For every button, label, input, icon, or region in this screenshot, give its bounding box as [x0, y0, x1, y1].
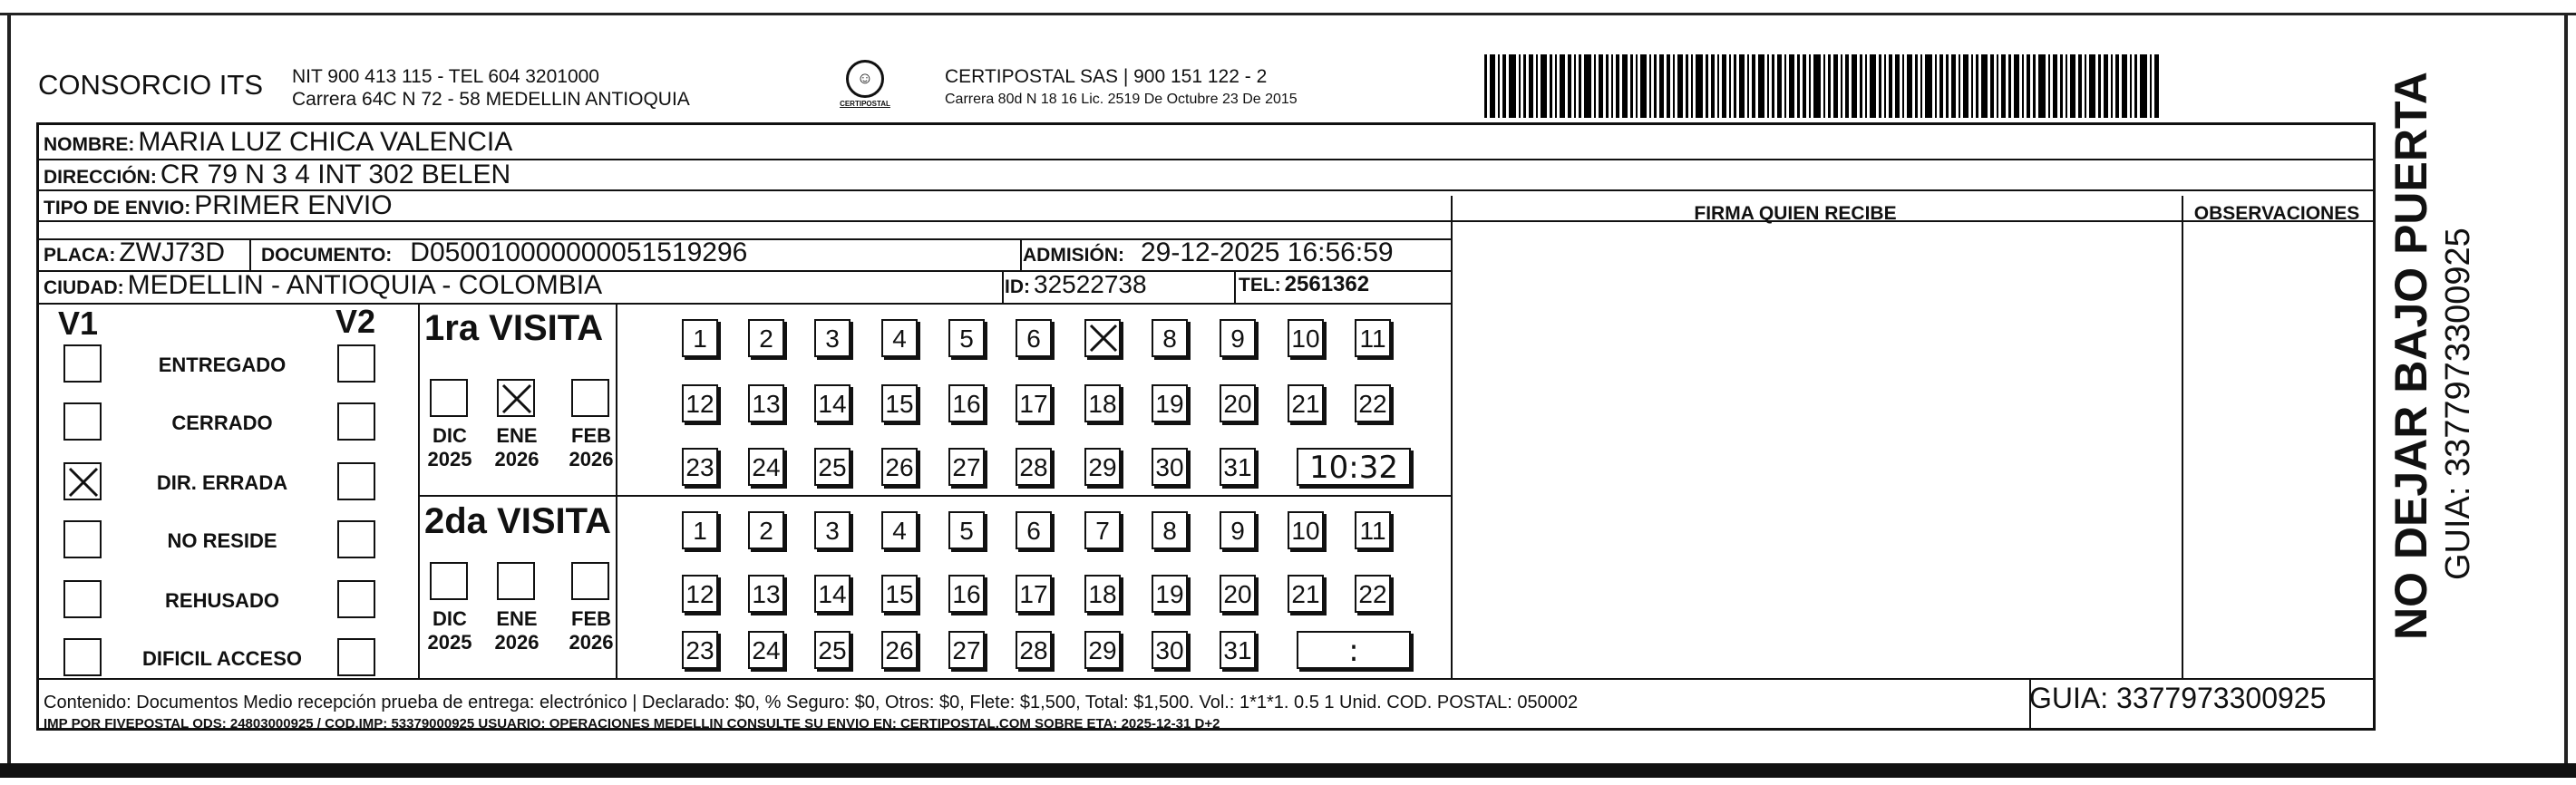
tipo-value: PRIMER ENVIO [194, 190, 393, 220]
documento-label: DOCUMENTO: [261, 245, 393, 266]
v2-checkbox[interactable] [337, 402, 375, 441]
barcode-bar [1686, 54, 1688, 118]
admision-value: 29-12-2025 16:56:59 [1141, 237, 1394, 267]
month-name: FEB [571, 607, 611, 630]
barcode-bar [1777, 54, 1782, 118]
day-box-17[interactable]: 17 [1016, 575, 1052, 613]
status-label: ENTREGADO [158, 354, 287, 376]
barcode-bar [1841, 54, 1842, 118]
barcode-bar [1519, 54, 1521, 118]
placa-label: PLACA: [44, 245, 116, 266]
day-box-18[interactable]: 18 [1084, 384, 1121, 422]
barcode-bar [1852, 54, 1857, 118]
day-box-17[interactable]: 17 [1016, 384, 1052, 422]
barcode-bar [1971, 54, 1973, 118]
day-box-21[interactable]: 21 [1288, 384, 1324, 422]
day-box-26[interactable]: 26 [881, 448, 918, 486]
month-year: 2025 [427, 448, 472, 470]
barcode-bar [2130, 54, 2132, 118]
day-box-28[interactable]: 28 [1016, 631, 1052, 669]
barcode-bar [1599, 54, 1603, 118]
barcode-bar [1734, 54, 1736, 118]
firma-header: FIRMA QUIEN RECIBE [1694, 203, 1897, 224]
month-checkbox[interactable] [430, 562, 468, 600]
day-box-7[interactable] [1084, 319, 1121, 357]
day-box-1[interactable]: 1 [682, 319, 718, 357]
v1-checkbox[interactable] [63, 344, 102, 383]
status-label: DIFICIL ACCESO [141, 647, 302, 670]
day-box-2[interactable]: 2 [748, 511, 784, 549]
day-box-1[interactable]: 1 [682, 511, 718, 549]
barcode-bar [1659, 54, 1664, 118]
barcode-bar [2154, 54, 2159, 118]
month-checkbox[interactable] [497, 562, 535, 600]
day-box-14[interactable]: 14 [814, 384, 851, 422]
barcode-bar [1529, 54, 1533, 118]
day-box-28[interactable]: 28 [1016, 448, 1052, 486]
logo-text: CERTIPOSTAL [840, 100, 890, 108]
day-box-31[interactable]: 31 [1220, 448, 1256, 486]
day-box-4[interactable]: 4 [881, 511, 918, 549]
barcode-bar [1649, 54, 1651, 118]
barcode-bar [1722, 54, 1726, 118]
barcode-bar [2111, 54, 2113, 118]
status-label: NO RESIDE [167, 529, 277, 552]
barcode-bar [2150, 54, 2152, 118]
barcode-bar [1594, 54, 1596, 118]
month-checkbox[interactable] [497, 379, 535, 417]
day-box-10[interactable]: 10 [1288, 511, 1324, 549]
carrier-address: Carrera 80d N 18 16 Lic. 2519 De Octubre 23 De 2015 [945, 92, 1298, 107]
barcode-bar [1767, 54, 1769, 118]
documento-row [261, 237, 747, 268]
barcode-bar [1654, 54, 1657, 118]
barcode-bar [1502, 54, 1506, 118]
barcode-bar [1667, 54, 1670, 118]
barcode-bar [2070, 54, 2075, 118]
barcode [1484, 54, 2205, 118]
barcode-bar [1990, 54, 1994, 118]
tipo-row [44, 190, 393, 221]
time-field[interactable]: 10:32 [1297, 448, 1411, 486]
day-box-3[interactable]: 3 [814, 319, 851, 357]
visit1-title: 1ra VISITA [424, 308, 604, 348]
barcode-bar [1828, 54, 1831, 118]
day-box-11[interactable]: 11 [1355, 511, 1391, 549]
barcode-bar [2098, 54, 2101, 118]
id-label: ID: [1005, 276, 1030, 297]
month-label [564, 607, 618, 654]
company-info [292, 65, 690, 111]
barcode-bar [1959, 54, 1960, 118]
barcode-bar [1541, 54, 1547, 118]
barcode-bar [1920, 54, 1922, 118]
barcode-bar [1772, 54, 1774, 118]
barcode-bar [1758, 54, 1764, 118]
month-checkbox[interactable] [571, 379, 609, 417]
day-box-6[interactable]: 6 [1016, 319, 1052, 357]
day-box-11[interactable]: 11 [1355, 319, 1391, 357]
visit2-title: 2da VISITA [424, 501, 611, 541]
guia-number: GUIA: 3377973300925 [2029, 682, 2327, 714]
barcode-bar [2060, 54, 2063, 118]
nit-line: NIT 900 413 115 - TEL 604 3201000 [292, 66, 599, 87]
barcode-bar [1711, 54, 1715, 118]
barcode-bar [1981, 54, 1988, 118]
barcode-bar [2027, 54, 2030, 118]
barcode-bar [1833, 54, 1838, 118]
day-box-10[interactable]: 10 [1288, 319, 1324, 357]
month-label [423, 607, 477, 654]
tipo-label: TIPO DE ENVIO: [44, 198, 191, 218]
day-box-16[interactable]: 16 [948, 384, 985, 422]
barcode-bar [1797, 54, 1800, 118]
barcode-bar [1946, 54, 1949, 118]
barcode-bar [1490, 54, 1495, 118]
carrier-line: CERTIPOSTAL SAS | 900 151 122 - 2 [945, 66, 1268, 87]
left-edge [7, 15, 11, 767]
day-box-18[interactable]: 18 [1084, 575, 1121, 613]
barcode-bar [1739, 54, 1745, 118]
barcode-bar [1706, 54, 1708, 118]
barcode-bar [1717, 54, 1719, 118]
day-box-4[interactable]: 4 [881, 319, 918, 357]
day-box-13[interactable]: 13 [748, 575, 784, 613]
day-box-15[interactable]: 15 [881, 384, 918, 422]
day-box-24[interactable]: 24 [748, 631, 784, 669]
placa-row [44, 237, 225, 268]
barcode-bar [1484, 54, 1487, 118]
id-value: 32522738 [1034, 270, 1147, 298]
barcode-bar [1889, 54, 1892, 118]
barcode-bar [1845, 54, 1849, 118]
barcode-bar [1752, 54, 1755, 118]
day-box-12[interactable]: 12 [682, 384, 718, 422]
barcode-bar [1560, 54, 1565, 118]
barcode-bar [1555, 54, 1557, 118]
barcode-bar [1963, 54, 1968, 118]
barcode-bar [1729, 54, 1731, 118]
barcode-bar [1550, 54, 1552, 118]
barcode-bar [1691, 54, 1693, 118]
barcode-bar [1895, 54, 1900, 118]
v2-header: V2 [335, 303, 376, 340]
tel-row [1239, 272, 1369, 297]
tel-label: TEL: [1239, 275, 1281, 296]
barcode-bar [2022, 54, 2024, 118]
company-address: Carrera 64C N 72 - 58 MEDELLIN ANTIOQUIA [292, 89, 690, 110]
top-border [0, 0, 2576, 15]
barcode-bar [1611, 54, 1613, 118]
barcode-bar [2122, 54, 2127, 118]
month-label [490, 424, 544, 471]
barcode-bar [1879, 54, 1881, 118]
barcode-bar [1616, 54, 1619, 118]
ciudad-label: CIUDAD: [44, 277, 124, 298]
day-box-7[interactable]: 7 [1084, 511, 1121, 549]
barcode-bar [1951, 54, 1956, 118]
nombre-row [44, 127, 512, 158]
day-box-23[interactable]: 23 [682, 448, 718, 486]
barcode-bar [2089, 54, 2095, 118]
day-box-21[interactable]: 21 [1288, 575, 1324, 613]
month-name: ENE [496, 607, 538, 630]
check-x-icon [501, 383, 533, 415]
barcode-bar [2033, 54, 2036, 118]
v2-checkbox[interactable] [337, 344, 375, 383]
id-row [1005, 270, 1147, 299]
barcode-bar [1865, 54, 1867, 118]
observaciones-header: OBSERVACIONES [2193, 203, 2360, 224]
direccion-row [44, 160, 510, 190]
barcode-bar [2038, 54, 2046, 118]
barcode-bar [1636, 54, 1638, 118]
v2-checkbox[interactable] [337, 462, 375, 500]
day-box-8[interactable]: 8 [1152, 511, 1188, 549]
tel-value: 2561362 [1284, 272, 1370, 296]
day-box-13[interactable]: 13 [748, 384, 784, 422]
day-box-27[interactable]: 27 [948, 631, 985, 669]
barcode-bar [2008, 54, 2011, 118]
barcode-bar [1976, 54, 1978, 118]
day-box-8[interactable]: 8 [1152, 319, 1188, 357]
barcode-bar [1673, 54, 1675, 118]
check-x-icon [1088, 323, 1119, 354]
day-box-15[interactable]: 15 [881, 575, 918, 613]
barcode-bar [1498, 54, 1500, 118]
barcode-bar [1747, 54, 1749, 118]
logo-icon: ☺ [846, 60, 884, 98]
month-year: 2025 [427, 631, 472, 654]
v2-checkbox[interactable] [337, 520, 375, 558]
barcode-bar [1509, 54, 1516, 118]
status-label: REHUSADO [165, 589, 279, 612]
v1-checkbox[interactable] [63, 580, 102, 618]
barcode-bar [1677, 54, 1683, 118]
barcode-bar [1574, 54, 1576, 118]
barcode-bar [1630, 54, 1633, 118]
day-box-23[interactable]: 23 [682, 631, 718, 669]
barcode-bar [1584, 54, 1591, 118]
barcode-bar [1809, 54, 1811, 118]
barcode-bar [2104, 54, 2108, 118]
barcode-bar [1823, 54, 1825, 118]
barcode-bar [1579, 54, 1581, 118]
barcode-bar [1907, 54, 1912, 118]
barcode-bar [1939, 54, 1943, 118]
day-box-12[interactable]: 12 [682, 575, 718, 613]
day-box-2[interactable]: 2 [748, 319, 784, 357]
day-box-22[interactable]: 22 [1355, 575, 1391, 613]
v1-checkbox[interactable] [63, 638, 102, 676]
admision-row [1023, 237, 1394, 268]
day-box-9[interactable]: 9 [1220, 511, 1256, 549]
status-label: DIR. ERRADA [156, 471, 288, 494]
v1-header: V1 [58, 305, 99, 342]
barcode-bar [2140, 54, 2147, 118]
barcode-bar [1884, 54, 1886, 118]
day-box-5[interactable]: 5 [948, 511, 985, 549]
barcode-bar [2066, 54, 2067, 118]
month-year: 2026 [569, 631, 614, 654]
day-box-22[interactable]: 22 [1355, 384, 1391, 422]
certipostal-logo [840, 60, 890, 111]
day-box-24[interactable]: 24 [748, 448, 784, 486]
barcode-bar [1523, 54, 1526, 118]
day-box-30[interactable]: 30 [1152, 448, 1188, 486]
nombre-label: NOMBRE: [44, 134, 135, 155]
barcode-bar [2001, 54, 2006, 118]
month-name: ENE [496, 424, 538, 447]
barcode-bar [1813, 54, 1821, 118]
check-x-icon [67, 466, 100, 499]
day-box-16[interactable]: 16 [948, 575, 985, 613]
day-box-25[interactable]: 25 [814, 631, 851, 669]
barcode-bar [2048, 54, 2050, 118]
company-name: CONSORCIO ITS [38, 69, 264, 101]
day-box-14[interactable]: 14 [814, 575, 851, 613]
side-guia: GUIA: 3377973300925 [2439, 228, 2477, 580]
barcode-bar [1536, 54, 1538, 118]
barcode-bar [1803, 54, 1806, 118]
barcode-bar [1925, 54, 1932, 118]
day-box-6[interactable]: 6 [1016, 511, 1052, 549]
v2-checkbox[interactable] [337, 638, 375, 676]
status-label: CERRADO [171, 412, 273, 434]
day-box-27[interactable]: 27 [948, 448, 985, 486]
barcode-bar [2134, 54, 2137, 118]
day-box-20[interactable]: 20 [1220, 575, 1256, 613]
ciudad-value: MEDELLIN - ANTIOQUIA - COLOMBIA [127, 270, 603, 300]
v1-checkbox[interactable] [63, 462, 102, 500]
barcode-bar [1915, 54, 1918, 118]
barcode-bar [1870, 54, 1876, 118]
barcode-bar [1640, 54, 1647, 118]
barcode-bar [2014, 54, 2019, 118]
v1-checkbox[interactable] [63, 402, 102, 441]
barcode-bar [1568, 54, 1571, 118]
barcode-bar [2115, 54, 2119, 118]
direccion-label: DIRECCIÓN: [44, 167, 157, 188]
day-box-29[interactable]: 29 [1084, 631, 1121, 669]
day-box-26[interactable]: 26 [881, 631, 918, 669]
carrier-info [945, 65, 1298, 111]
barcode-bar [2085, 54, 2086, 118]
barcode-bar [2078, 54, 2082, 118]
right-edge [2564, 15, 2568, 763]
day-box-19[interactable]: 19 [1152, 575, 1188, 613]
barcode-bar [1902, 54, 1904, 118]
day-box-30[interactable]: 30 [1152, 631, 1188, 669]
v1-checkbox[interactable] [63, 520, 102, 558]
footer-content-line: Contenido: Documentos Medio recepción prueba de entrega: electrónico | Declarado: $0, % Seguro: $0, Otros: $0, Flete: $1,500, Total: $1,500. Vol.: 1*1*1. 0.5 1 Unid. COD. POSTAL: 050002 [44, 693, 1579, 712]
barcode-bar [1860, 54, 1862, 118]
month-label [490, 607, 544, 654]
month-year: 2026 [494, 448, 540, 470]
direccion-value: CR 79 N 3 4 INT 302 BELEN [160, 160, 511, 189]
barcode-bar [2053, 54, 2057, 118]
barcode-bar [1784, 54, 1786, 118]
month-checkbox[interactable] [571, 562, 609, 600]
barcode-bar [1997, 54, 1998, 118]
barcode-bar [1789, 54, 1794, 118]
barcode-bar [1935, 54, 1937, 118]
bottom-border [0, 763, 2576, 778]
day-box-25[interactable]: 25 [814, 448, 851, 486]
day-box-31[interactable]: 31 [1220, 631, 1256, 669]
month-year: 2026 [494, 631, 540, 654]
day-box-19[interactable]: 19 [1152, 384, 1188, 422]
v2-checkbox[interactable] [337, 580, 375, 618]
day-box-20[interactable]: 20 [1220, 384, 1256, 422]
day-box-3[interactable]: 3 [814, 511, 851, 549]
month-label [423, 424, 477, 471]
barcode-bar [1606, 54, 1609, 118]
ciudad-row [44, 270, 602, 301]
day-box-5[interactable]: 5 [948, 319, 985, 357]
month-name: DIC [433, 424, 467, 447]
footer-print-line: IMP POR FIVEPOSTAL ODS: 24803000925 / COD.IMP: 53379000925 USUARIO: OPERACIONES MEDELLIN CONSULTE SU ENVIO EN: CERTIPOSTAL.COM SOBRE ETA: 2025-12-31 D+2 [44, 716, 1220, 732]
placa-value: ZWJ73D [119, 237, 226, 267]
month-name: DIC [433, 607, 467, 630]
month-label [564, 424, 618, 471]
side-warning: NO DEJAR BAJO PUERTA [2386, 72, 2436, 640]
documento-value: D050010000000051519296 [410, 237, 748, 267]
month-year: 2026 [569, 448, 614, 470]
time-field[interactable]: : [1297, 631, 1411, 669]
barcode-bar [1622, 54, 1628, 118]
admision-label: ADMISIÓN: [1023, 245, 1124, 266]
day-box-9[interactable]: 9 [1220, 319, 1256, 357]
barcode-bar [1696, 54, 1703, 118]
day-box-29[interactable]: 29 [1084, 448, 1121, 486]
month-checkbox[interactable] [430, 379, 468, 417]
nombre-value: MARIA LUZ CHICA VALENCIA [138, 127, 513, 157]
month-name: FEB [571, 424, 611, 447]
